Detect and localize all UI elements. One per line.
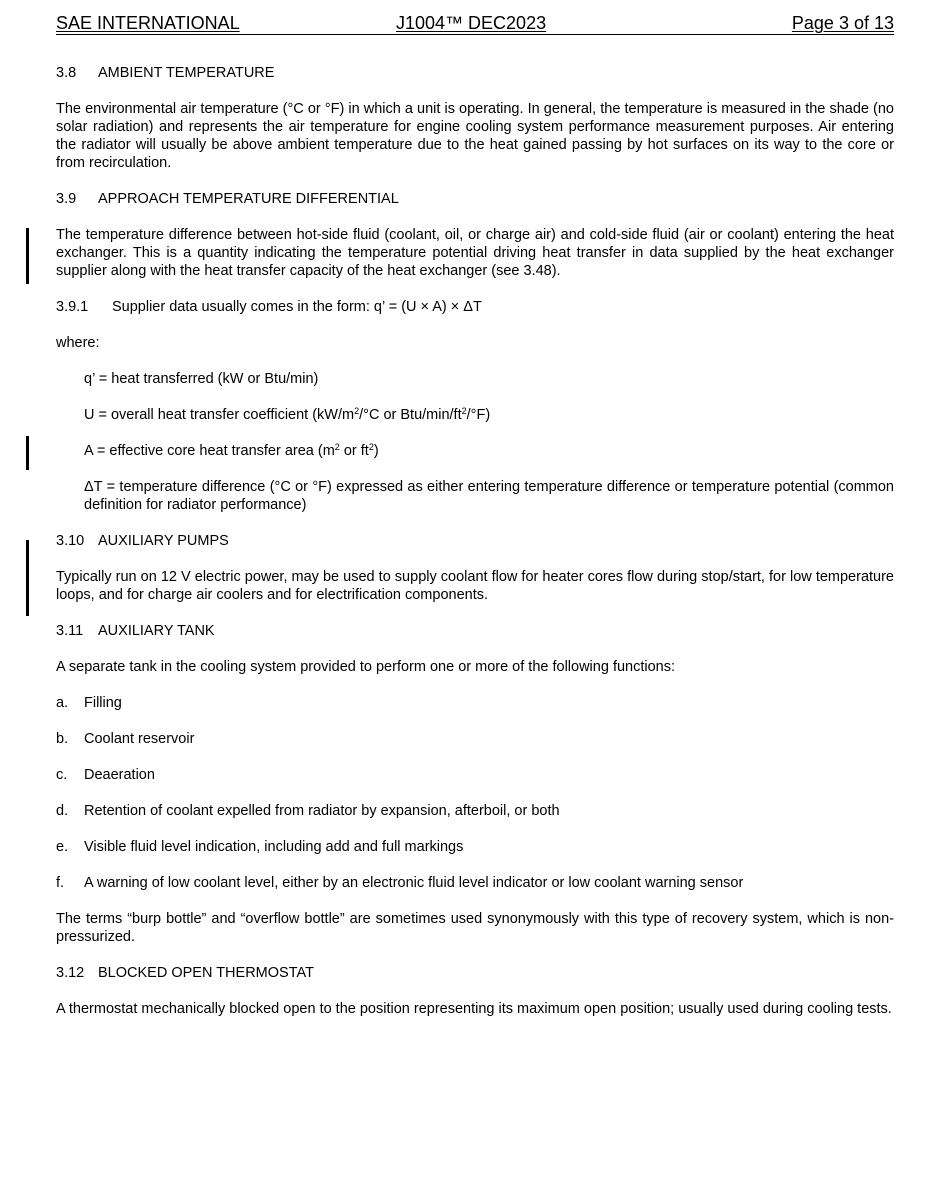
section-number: 3.12: [56, 965, 85, 981]
definition-text: or ft: [339, 443, 369, 459]
subsection-3-9-1: [56, 298, 894, 316]
section-paragraph: The terms “burp bottle” and “overflow bottle” are sometimes used synonymously with this type of recovery system, which is non-pressurized.: [56, 911, 894, 945]
list-letter: d.: [56, 803, 69, 819]
superscript: 2: [354, 406, 360, 416]
section-number: 3.8: [56, 65, 77, 81]
revision-change-bar: [26, 540, 29, 616]
list-item: [56, 766, 894, 784]
section-number: 3.9: [56, 191, 77, 207]
header-document-id: J1004™ DEC2023: [396, 13, 547, 33]
header-organization: SAE INTERNATIONAL: [56, 13, 240, 33]
list-text: Coolant reservoir: [84, 731, 195, 747]
definition-text: A = effective core heat transfer area (m: [84, 443, 335, 459]
section-paragraph: A separate tank in the cooling system provided to perform one or more of the following functions:: [56, 659, 676, 675]
section-title: AUXILIARY PUMPS: [98, 533, 229, 549]
definition-u: [84, 406, 894, 424]
where-label: where:: [56, 335, 100, 351]
list-item: [56, 874, 894, 892]
definition-q: q’ = heat transferred (kW or Btu/min): [84, 371, 319, 387]
definition-delta-t: ΔT = temperature difference (°C or °F) expressed as either entering temperature difference or temperature potential (common definition for radiator performance): [84, 479, 894, 513]
section-heading-3-8: [56, 64, 894, 82]
list-letter: a.: [56, 695, 69, 711]
section-paragraph: The environmental air temperature (°C or °F) in which a unit is operating. In general, the temperature is measured in the shade (no solar radiation) and represents the air temperature for engine cooling system performance measurement purposes. Air entering the radiator will usually be above ambient temperature due to the heat gained passing by hot surfaces on its way to the core or from recirculation.: [56, 101, 894, 171]
section-title: BLOCKED OPEN THERMOSTAT: [98, 965, 314, 981]
section-paragraph: The temperature difference between hot-side fluid (coolant, oil, or charge air) and cold-side fluid (air or coolant) entering the heat exchanger. This is a quantity indicating the temperature potential driving heat transfer in data supplied by the heat exchanger supplier along with the heat transfer capacity of the heat exchanger (see 3.48).: [56, 227, 894, 279]
section-number: 3.11: [56, 623, 84, 639]
list-letter: f.: [56, 875, 65, 891]
superscript: 2: [334, 442, 340, 452]
list-letter: e.: [56, 839, 69, 855]
list-text: Filling: [84, 695, 122, 711]
list-letter: b.: [56, 731, 69, 747]
list-text: Deaeration: [84, 767, 155, 783]
subsection-number: 3.9.1: [56, 299, 89, 315]
list-item: [56, 802, 894, 820]
section-heading-3-10: [56, 532, 894, 550]
superscript: 2: [461, 406, 467, 416]
section-heading-3-12: [56, 964, 894, 982]
definition-text: ): [373, 443, 379, 459]
list-item: [56, 694, 894, 712]
list-item: [56, 838, 894, 856]
list-text: Visible fluid level indication, including add and full markings: [84, 839, 464, 855]
definition-a: [84, 442, 894, 460]
revision-change-bar: [26, 436, 29, 470]
definition-text: /°C or Btu/min/ft: [359, 407, 462, 423]
section-heading-3-11: [56, 622, 894, 640]
list-letter: c.: [56, 767, 68, 783]
page-header: [56, 12, 894, 35]
section-title: APPROACH TEMPERATURE DIFFERENTIAL: [98, 191, 399, 207]
definition-text: U = overall heat transfer coefficient (kW/m: [84, 407, 355, 423]
document-body: [56, 64, 894, 1036]
list-item: [56, 730, 894, 748]
list-text: Retention of coolant expelled from radiator by expansion, afterboil, or both: [84, 803, 560, 819]
revision-change-bar: [26, 228, 29, 284]
section-number: 3.10: [56, 533, 85, 549]
section-heading-3-9: [56, 190, 894, 208]
subsection-text: Supplier data usually comes in the form: q’ = (U × A) × ΔT: [112, 299, 482, 315]
section-title: AUXILIARY TANK: [98, 623, 215, 639]
list-text: A warning of low coolant level, either by an electronic fluid level indicator or low coolant warning sensor: [84, 875, 744, 891]
section-paragraph: A thermostat mechanically blocked open to the position representing its maximum open position; usually used during cooling tests.: [56, 1001, 892, 1017]
header-page-number: Page 3 of 13: [791, 13, 894, 33]
section-paragraph: Typically run on 12 V electric power, may be used to supply coolant flow for heater cores flow during stop/start, for low temperature loops, and for charge air coolers and for electrification components.: [56, 569, 894, 603]
superscript: 2: [368, 442, 374, 452]
definition-text: /°F): [466, 407, 491, 423]
section-title: AMBIENT TEMPERATURE: [98, 65, 275, 81]
